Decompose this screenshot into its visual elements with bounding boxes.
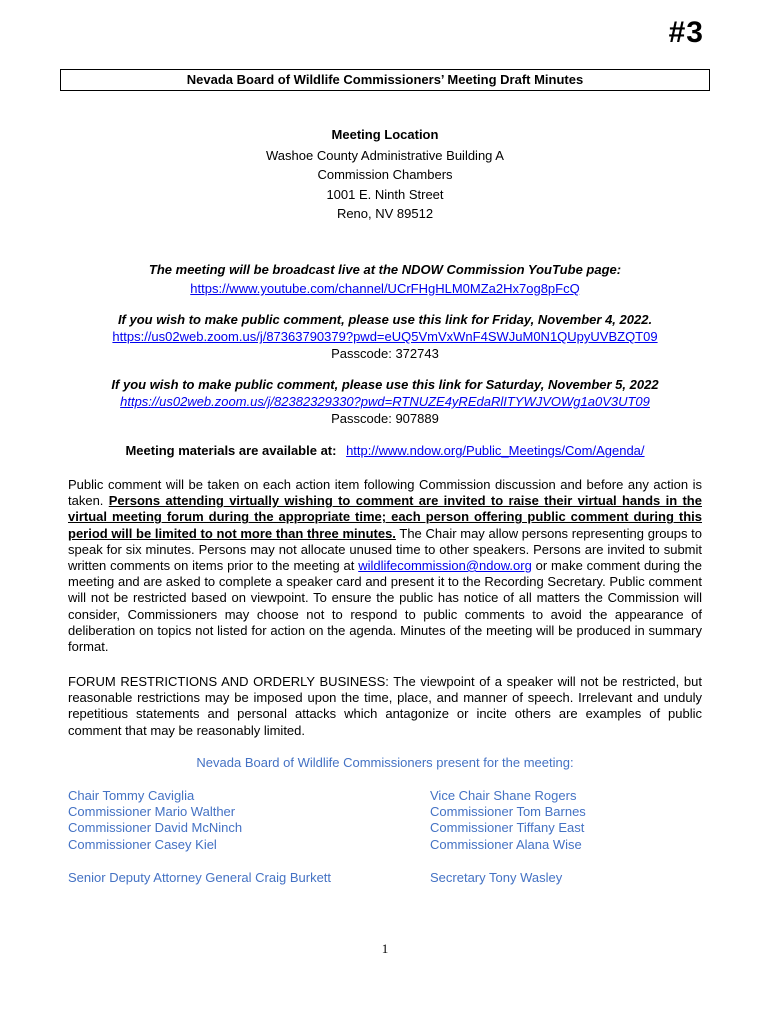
youtube-link[interactable]: https://www.youtube.com/channel/UCrFHgHLM0MZa2Hx7og8pFcQ [190,281,580,296]
document-title: Nevada Board of Wildlife Commissioners’ Meeting Draft Minutes [60,69,710,91]
public-comment-intro: Public comment will be taken on each action item following Commission discussion and before any action is taken. [68,477,702,509]
staff-attorney: Senior Deputy Attorney General Craig Burkett [68,870,332,885]
friday-passcode: Passcode: 372743 [331,346,439,361]
friday-zoom-link[interactable]: https://us02web.zoom.us/j/87363790379?pwd=eUQ5VmVxWnF4SWJuM0N1QUpyUVBZQT09 [112,329,658,344]
commissioners-right-column [430,788,586,853]
page-number-footer: 1 [381,941,389,956]
materials-label: Meeting materials are available at: [125,443,337,458]
materials-line [60,442,710,459]
commissioners-left-column [68,788,242,853]
commissioner-name: Commissioner Mario Walther [68,804,236,820]
public-comment-rule: Persons attending virtually wishing to comment are invited to raise their virtual hands in the virtual meeting forum during the appropriate time; each person offering public comment during this period will be limited to not more than three minutes. [68,493,702,541]
public-comment-middle: The Chair may allow persons representing groups to speak for six minutes. Persons may not allocate unused time to other speakers. Persons are invited to submit written comments on items prior to the meeting at [68,525,702,574]
friday-text: If you wish to make public comment, please use this link for Friday, November 4, 2022. [117,312,653,327]
location-line: Reno, NV 89512 [336,205,434,221]
commissioner-name: Commissioner Alana Wise [430,836,582,852]
location-address [60,146,710,223]
materials-link[interactable]: http://www.ndow.org/Public_Meetings/Com/Agenda/ [346,443,645,458]
document-number: #3 [668,16,704,49]
location-line: Washoe County Administrative Building A [266,148,504,163]
commissioner-name: Commissioner Tom Barnes [430,804,586,820]
saturday-zoom-link[interactable]: https://us02web.zoom.us/j/82382329330?pwd=RTNUZE4yREdaRlITYWJVOWg1a0V3UT09 [120,394,650,409]
commissioner-name: Vice Chair Shane Rogers [430,788,577,803]
commission-email-link[interactable]: wildlifecommission@ndow.org [358,558,532,574]
staff-secretary: Secretary Tony Wasley [430,870,563,885]
commissioner-name: Chair Tommy Caviglia [68,788,195,803]
friday-comment-block [60,311,710,362]
saturday-passcode: Passcode: 907889 [331,411,439,426]
present-heading: Nevada Board of Wildlife Commissioners present for the meeting: [196,755,574,770]
saturday-comment-block [60,376,710,427]
public-comment-paragraph [68,477,702,655]
location-line: Commission Chambers [317,167,453,183]
location-heading: Meeting Location [331,127,439,142]
saturday-text: If you wish to make public comment, please use this link for Saturday, November 5, 2022 [111,377,659,392]
location-line: 1001 E. Ninth Street [326,186,444,202]
broadcast-text: The meeting will be broadcast live at the NDOW Commission YouTube page: [148,262,622,277]
commissioner-name: Commissioner Tiffany East [430,820,585,836]
commissioner-name: Commissioner David McNinch [68,820,243,836]
forum-restrictions-paragraph: FORUM RESTRICTIONS AND ORDERLY BUSINESS: The viewpoint of a speaker will not be restricted, but reasonable restrictions may be imposed upon the time, place, and manner of speech. Irrelevant and unduly repetitious statements and personal attacks which antagonize or incite others are examples of public comment that may be reasonably limited. [68,674,702,738]
public-comment-rest: or make comment during the meeting and are asked to complete a speaker card and present it to the Recording Secretary. Public comment will not be restricted based on viewpoint. To ensure the public has notice of all matters the Commission will consider, Commissioners may choose not to respond to public comments to avoid the appearance of deliberation on topics not listed for action on the agenda. Minutes of the meeting will be produced in summary format. [68,558,702,655]
commissioner-name: Commissioner Casey Kiel [68,836,217,852]
broadcast-block [60,260,710,298]
